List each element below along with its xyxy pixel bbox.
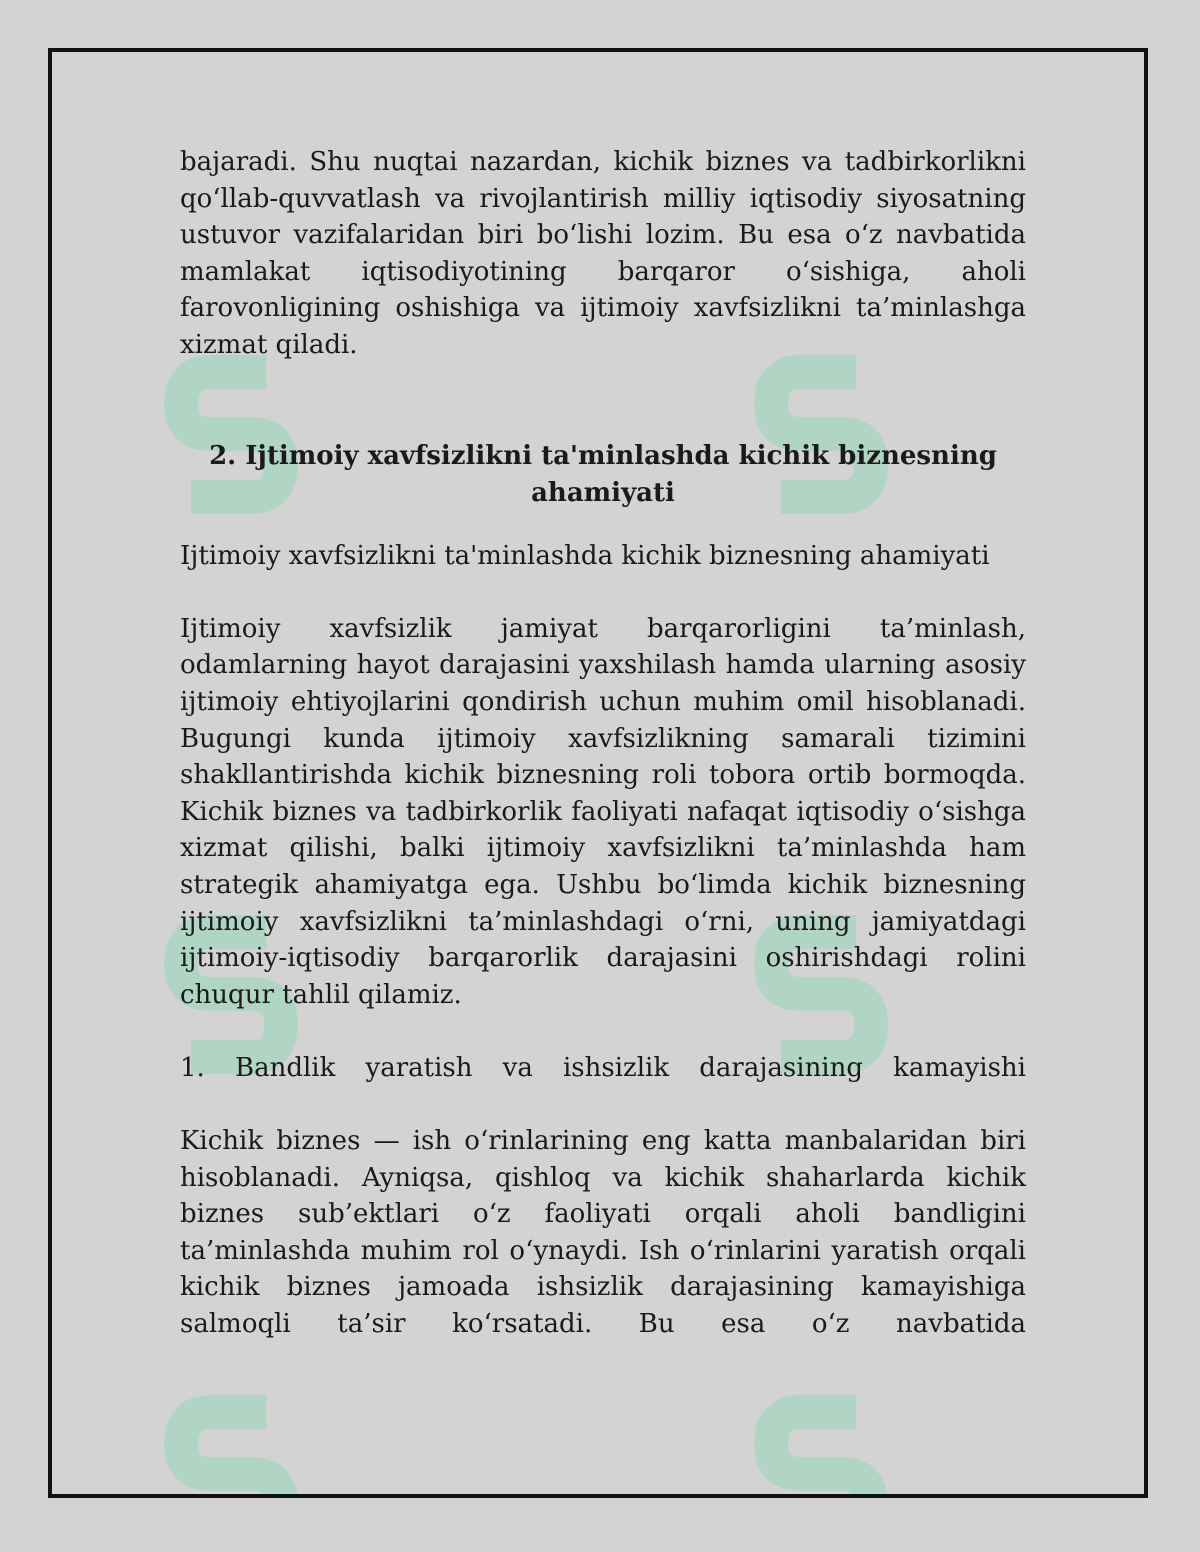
section-subtitle: Ijtimoiy xavfsizlikni ta'minlashda kichik biznesning ahamiyati [180, 540, 990, 571]
section-heading: 2. Ijtimoiy xavfsizlikni ta'minlashda kichik biznesning ahamiyati [209, 440, 997, 508]
paragraph-intro-continuation: bajaradi. Shu nuqtai nazardan, kichik biznes va tadbirkorlikni qo‘llab-quvvatlash va rivojlantirish milliy iqtisodiy siyosatning ustuvor vazifalaridan biri bo‘lishi lozim. Bu esa o‘z navbatida mamlakat iqtisodiyotining barqaror o‘sishiga, aholi farovonligining oshishiga va ijtimoiy xavfsizlikni ta’minlashga xizmat qiladi. [180, 147, 1026, 360]
paragraph-gap [180, 1013, 1026, 1050]
page-frame [48, 48, 1148, 1498]
watermark-icon [156, 1382, 306, 1498]
document-body [180, 144, 1026, 1343]
paragraph-employment: Kichik biznes — ish o‘rinlarining eng katta manbalaridan biri hisoblanadi. Ayniqsa, qishloq va kichik shaharlarda kichik biznes sub’ektlari o‘z faoliyati orqali aholi bandligini ta’minlashda muhim rol o‘ynaydi. Ish o‘rinlarini yaratish orqali kichik biznes jamoada ishsizlik darajasining kamayishiga salmoqli ta’sir ko‘rsatadi. Bu esa o‘z navbatida [180, 1126, 1026, 1340]
paragraph-gap [180, 574, 1026, 611]
paragraph-gap [180, 1086, 1026, 1123]
subsection-heading: 1. Bandlik yaratish va ishsizlik darajasining kamayishi [180, 1052, 1026, 1083]
paragraph-social-security: Ijtimoiy xavfsizlik jamiyat barqarorligini ta’minlash, odamlarning hayot darajasini yaxshilash hamda ularning asosiy ijtimoiy ehtiyojlarini qondirish uchun muhim omil hisoblanadi. Bugungi kunda ijtimoiy xavfsizlikning samarali tizimini shakllantirishda kichik biznesning roli tobora ortib bormoqda. Kichik biznes va tadbirkorlik faoliyati nafaqat iqtisodiy o‘sishga xizmat qilishi, balki ijtimoiy xavfsizlikni ta’minlashda ham strategik ahamiyatga ega. Ushbu bo‘limda kichik biznesning ijtimoiy xavfsizlikni ta’minlashdagi o‘rni, uning jamiyatdagi ijtimoiy-iqtisodiy barqarorlik darajasini oshirishdagi rolini chuqur tahlil qilamiz. [180, 613, 1026, 1010]
watermark-icon [746, 1382, 896, 1498]
